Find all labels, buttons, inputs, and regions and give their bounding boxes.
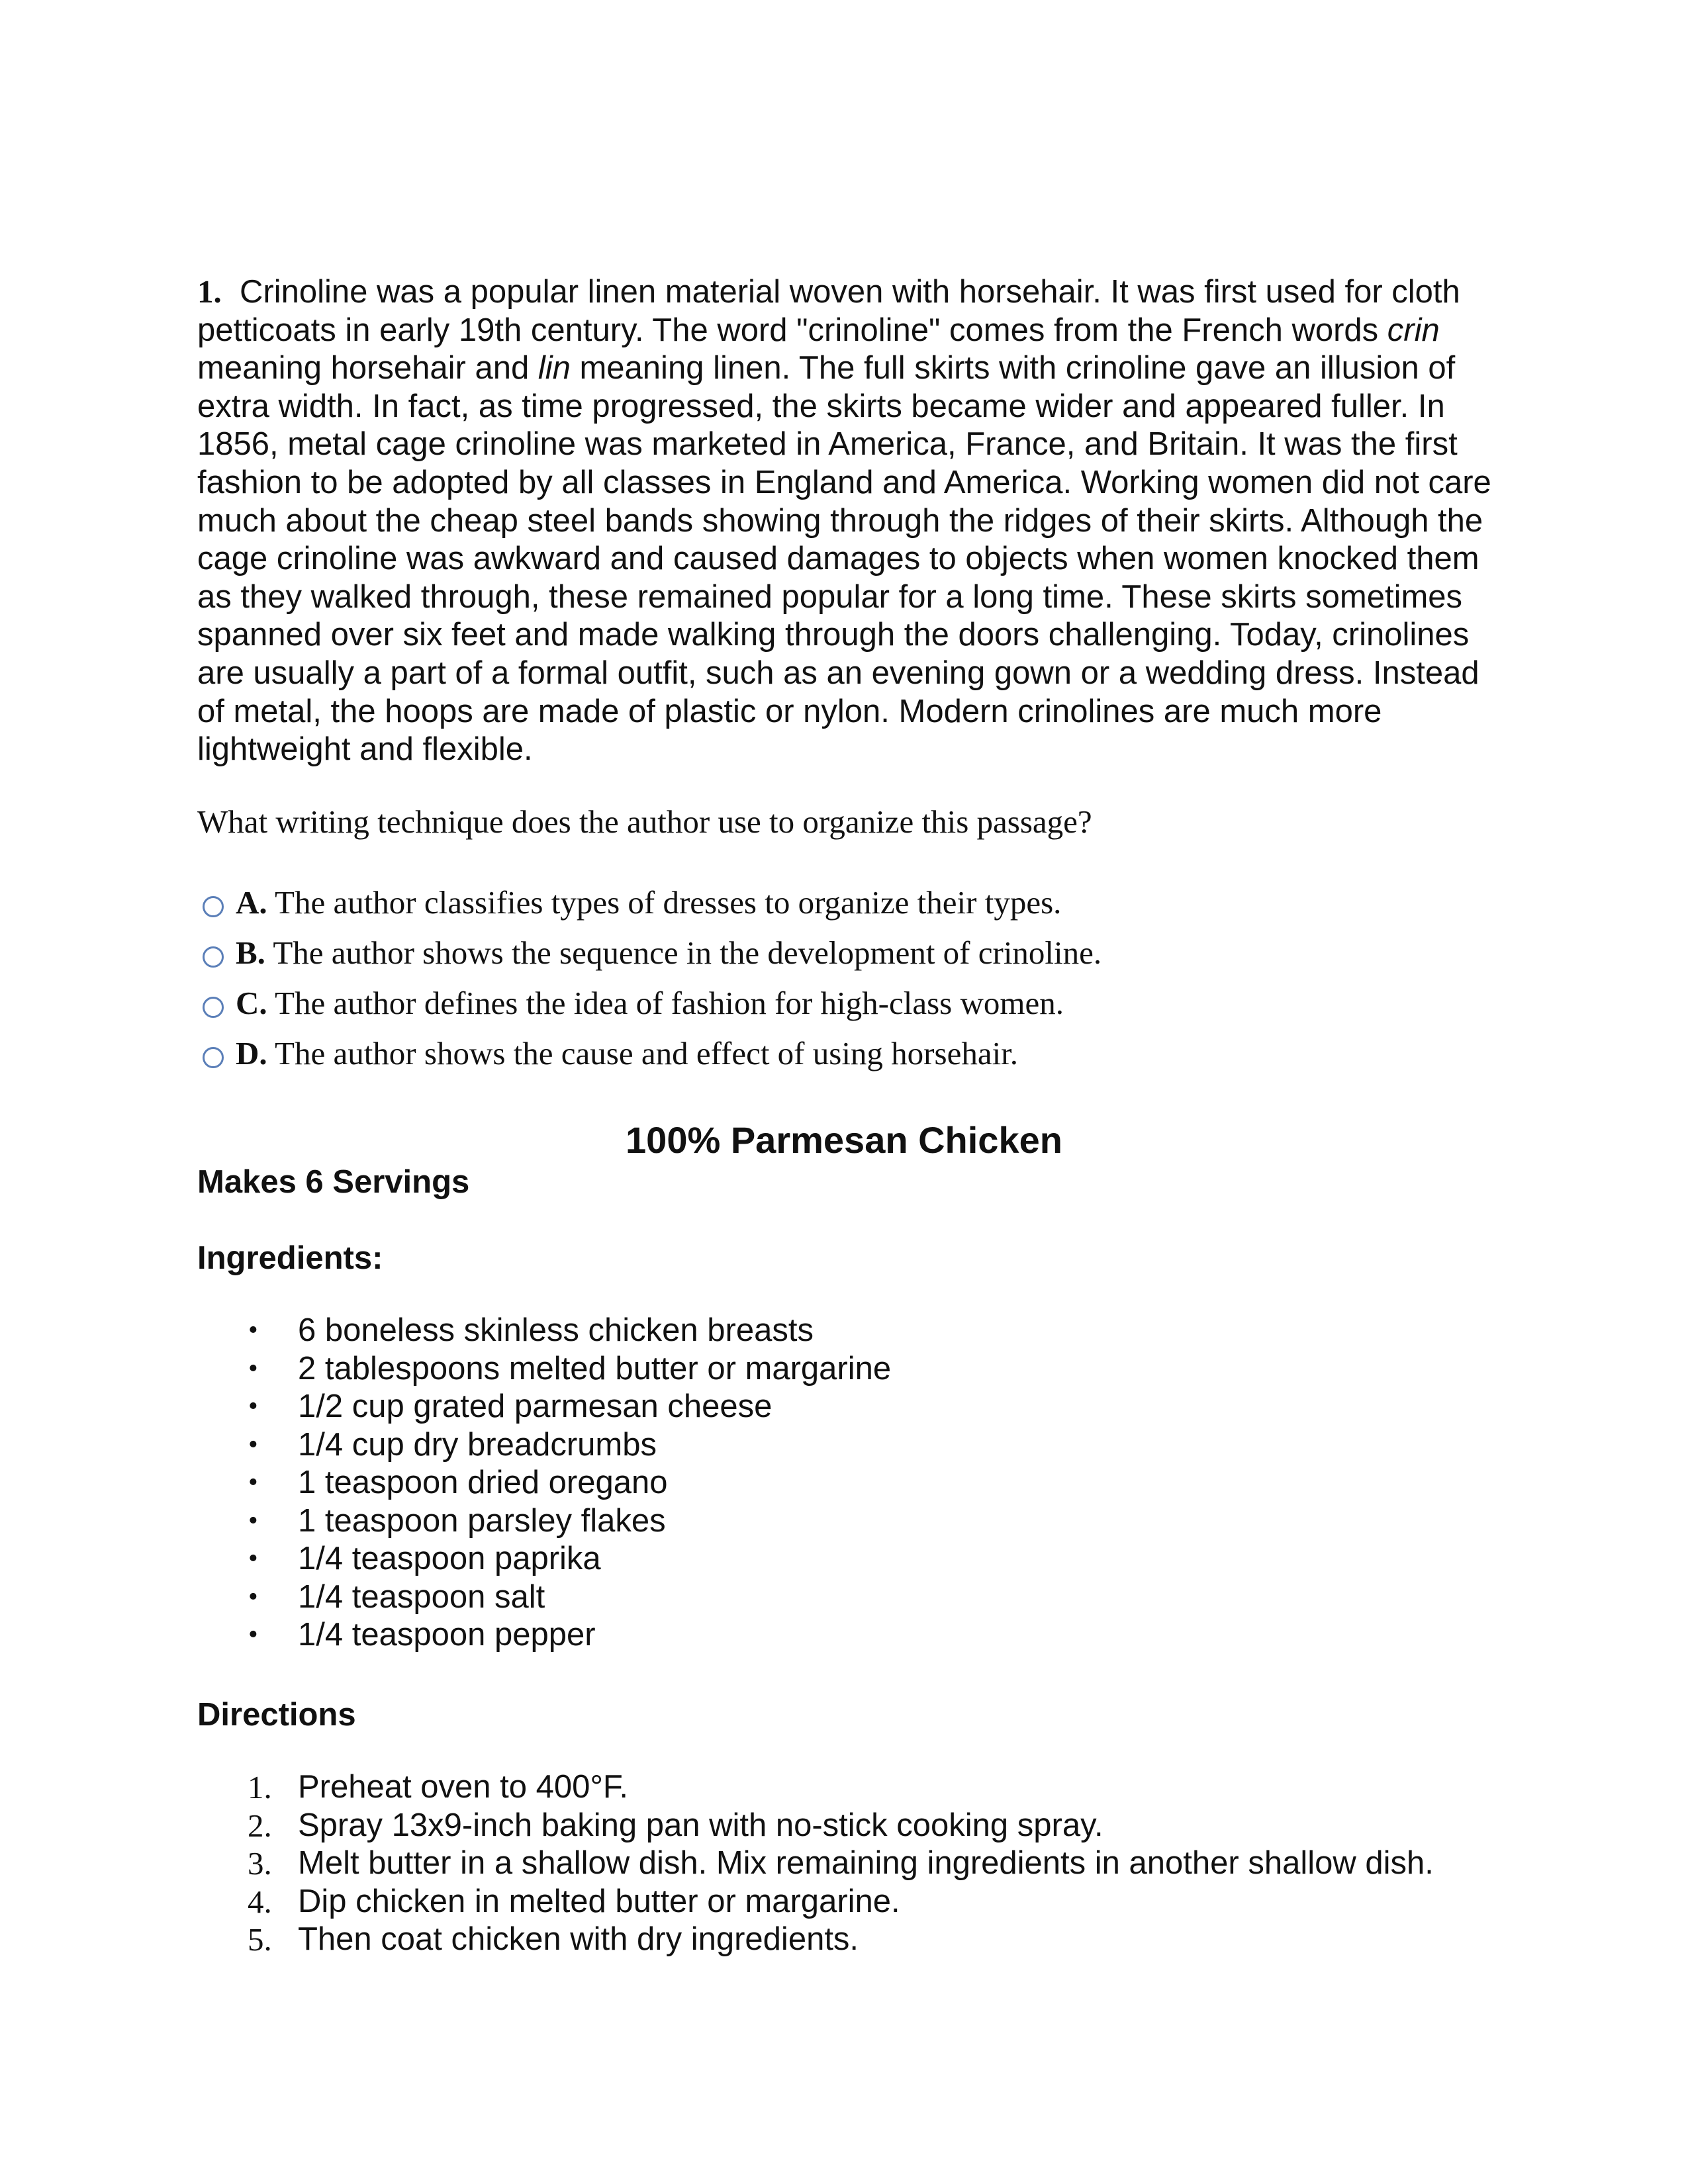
question-prompt: What writing technique does the author use to organize this passage? bbox=[197, 803, 1092, 840]
question-number: 1. bbox=[197, 273, 222, 310]
reading-passage bbox=[197, 273, 1508, 769]
answer-option-d[interactable] bbox=[203, 1034, 1018, 1073]
step-text: Preheat oven to 400°F. bbox=[298, 1769, 629, 1805]
bullet-icon: • bbox=[248, 1353, 258, 1384]
step-text: Dip chicken in melted butter or margarine. bbox=[298, 1883, 900, 1919]
list-item bbox=[197, 1426, 891, 1465]
bullet-icon: • bbox=[248, 1581, 258, 1612]
ingredient-text: 6 boneless skinless chicken breasts bbox=[298, 1312, 814, 1348]
bullet-icon: • bbox=[248, 1391, 258, 1422]
bullet-icon: • bbox=[248, 1429, 258, 1460]
passage-text-3: meaning linen. The full skirts with crinoline gave an illusion of extra width. In fact, as time progressed, the skirts became wider and appeared fuller. In 1856, metal cage crinoline was marketed in America, France, and Britain. It was the first fashion to be adopted by all classes in England and America. Working women did not care much about the cheap steel bands showing through the ridges of their skirts. Although the cage crinoline was awkward and caused damages to objects when women knocked them as they walked through, these remained popular for a long time. These skirts sometimes spanned over six feet and made walking through the doors challenging. Today, crinolines are usually a part of a formal outfit, such as an evening gown or a wedding dress. Instead of metal, the hoops are made of plastic or nylon. Modern crinolines are much more lightweight and flexible. bbox=[197, 350, 1491, 768]
ingredient-text: 1/4 teaspoon pepper bbox=[298, 1617, 596, 1653]
recipe-title: 100% Parmesan Chicken bbox=[626, 1119, 1062, 1161]
ingredient-text: 1/2 cup grated parmesan cheese bbox=[298, 1388, 773, 1424]
bullet-icon: • bbox=[248, 1315, 258, 1345]
step-number: 3. bbox=[248, 1845, 272, 1882]
passage-italic-lin: lin bbox=[538, 350, 571, 387]
list-item bbox=[197, 1312, 891, 1350]
radio-button-icon[interactable] bbox=[203, 896, 224, 917]
ingredient-text: 1/4 cup dry breadcrumbs bbox=[298, 1426, 657, 1463]
answer-option-b[interactable] bbox=[203, 933, 1102, 973]
passage-text-2: meaning horsehair and bbox=[197, 350, 538, 387]
step-number: 1. bbox=[248, 1769, 272, 1805]
passage-italic-crin: crin bbox=[1387, 312, 1440, 348]
option-text: The author classifies types of dresses to organize their types. bbox=[275, 884, 1062, 921]
ingredients-heading: Ingredients: bbox=[197, 1240, 383, 1276]
directions-heading: Directions bbox=[197, 1697, 356, 1733]
list-item bbox=[197, 1578, 891, 1617]
option-text: The author shows the cause and effect of using horsehair. bbox=[275, 1035, 1019, 1071]
ingredient-text: 1 teaspoon parsley flakes bbox=[298, 1502, 666, 1539]
list-item bbox=[197, 1768, 1434, 1807]
option-text: The author defines the idea of fashion for high-class women. bbox=[275, 985, 1064, 1021]
answer-option-a[interactable] bbox=[203, 883, 1061, 923]
list-item bbox=[197, 1502, 891, 1541]
passage-text-1: Crinoline was a popular linen material woven with horsehair. It was first used for cloth petticoats in early 19th century. The word "crinoline" comes from the French words bbox=[197, 274, 1460, 348]
bullet-icon: • bbox=[248, 1505, 258, 1536]
list-item bbox=[197, 1540, 891, 1578]
step-number: 4. bbox=[248, 1883, 272, 1920]
list-item bbox=[197, 1921, 1434, 1959]
ingredient-text: 1/4 teaspoon paprika bbox=[298, 1541, 601, 1576]
directions-list bbox=[197, 1768, 1434, 1959]
step-text: Then coat chicken with dry ingredients. bbox=[298, 1921, 859, 1957]
list-item bbox=[197, 1464, 891, 1502]
option-letter: A. bbox=[236, 884, 267, 921]
bullet-icon: • bbox=[248, 1619, 258, 1650]
option-text: The author shows the sequence in the development of crinoline. bbox=[273, 934, 1102, 971]
step-number: 2. bbox=[248, 1807, 272, 1844]
step-text: Melt butter in a shallow dish. Mix remaining ingredients in another shallow dish. bbox=[298, 1845, 1434, 1881]
radio-button-icon[interactable] bbox=[203, 997, 224, 1018]
list-item bbox=[197, 1807, 1434, 1845]
list-item bbox=[197, 1883, 1434, 1921]
ingredient-text: 2 tablespoons melted butter or margarine bbox=[298, 1350, 892, 1387]
radio-button-icon[interactable] bbox=[203, 946, 224, 968]
radio-button-icon[interactable] bbox=[203, 1047, 224, 1068]
option-letter: D. bbox=[236, 1035, 267, 1071]
ingredient-text: 1/4 teaspoon salt bbox=[298, 1578, 545, 1615]
list-item bbox=[197, 1350, 891, 1388]
list-item bbox=[197, 1388, 891, 1426]
ingredients-list bbox=[197, 1312, 891, 1655]
list-item bbox=[197, 1844, 1434, 1883]
option-letter: C. bbox=[236, 985, 267, 1021]
answer-option-c[interactable] bbox=[203, 983, 1064, 1023]
bullet-icon: • bbox=[248, 1467, 258, 1498]
step-text: Spray 13x9-inch baking pan with no-stick cooking spray. bbox=[298, 1807, 1103, 1843]
servings-label: Makes 6 Servings bbox=[197, 1164, 470, 1200]
list-item bbox=[197, 1616, 891, 1655]
option-letter: B. bbox=[236, 934, 265, 971]
bullet-icon: • bbox=[248, 1543, 258, 1574]
step-number: 5. bbox=[248, 1921, 272, 1958]
ingredient-text: 1 teaspoon dried oregano bbox=[298, 1465, 668, 1500]
